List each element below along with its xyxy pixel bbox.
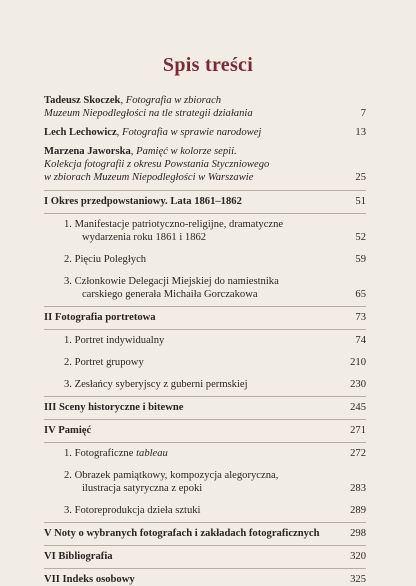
divider [44,442,366,443]
subentry-title-cont: carskiego generała Michaiła Gorczakowa [81,289,258,300]
subentry-title-italic: tableau [136,448,168,459]
subentry-title: 3. Członkowie Delegacji Miejskiej do namiestnika [64,276,279,287]
toc-subentry [44,334,366,347]
toc-subentry [44,356,366,369]
subentry-title-cont: wydarzenia roku 1861 i 1862 [81,232,207,243]
page-number: 245 [350,402,366,413]
toc-section [44,195,366,208]
essay-title: Pamięć w kolorze sepii. [136,146,237,157]
toc-subentry [44,504,366,517]
section-title: III Sceny historyczne i bitewne [44,402,184,413]
essay-title-cont: Kolekcja fotografii z okresu Powstania Styczniowego [44,159,270,170]
divider [44,396,366,397]
toc-subentry [44,275,366,301]
section-title: II Fotografia portretowa [44,312,156,323]
essay-title-cont: w zbiorach Muzeum Niepodległości w Warszawie [44,172,254,183]
divider [44,419,366,420]
divider [44,568,366,569]
page-number: 230 [350,379,366,390]
page-number: 320 [350,551,366,562]
toc-entry [44,126,366,139]
page-number: 325 [350,574,366,585]
toc-section [44,311,366,324]
separator: , [116,127,122,138]
page-number: 59 [355,254,366,265]
page-number: 74 [355,335,366,346]
toc-subentry [44,378,366,391]
page-number: 13 [355,127,366,138]
toc-subentry [44,447,366,460]
subentry-title: 1. Fotograficzne [64,448,137,459]
page-number: 298 [350,528,366,539]
page-number: 289 [350,505,366,516]
section-title: VI Bibliografia [44,551,113,562]
divider [44,306,366,307]
author-name: Tadeusz Skoczek [44,95,121,106]
separator: , [130,146,137,157]
toc-section [44,527,366,540]
toc-subentry [44,469,366,495]
page-number: 271 [350,425,366,436]
page-number: 51 [355,196,366,207]
divider [44,522,366,523]
page-number: 73 [355,312,366,323]
divider [44,190,366,191]
divider [44,545,366,546]
page-title: Spis treści [162,54,254,76]
page-number: 25 [355,172,366,183]
section-title: IV Pamięć [44,425,92,436]
toc-section [44,401,366,414]
section-title: I Okres przedpowstaniowy. Lata 1861–1862 [44,196,242,207]
divider [44,213,366,214]
subentry-title: 1. Portret indywidualny [64,335,165,346]
subentry-title: 3. Fotoreprodukcja dzieła sztuki [64,505,201,516]
subentry-title-cont: ilustracja satyryczna z epoki [81,483,203,494]
toc-entry [44,94,366,120]
essay-title: Fotografia w sprawie narodowej [121,127,262,138]
subentry-title: 2. Portret grupowy [64,357,144,368]
page-number: 272 [350,448,366,459]
section-title: VII Indeks osobowy [44,574,135,585]
toc-subentry [44,253,366,266]
page-number: 65 [355,289,366,300]
toc-entry [44,145,366,184]
page-number: 283 [350,483,366,494]
toc-section [44,573,366,586]
page-number: 7 [360,108,366,119]
author-name: Lech Lechowicz [44,127,117,138]
page-number: 52 [355,232,366,243]
separator: , [120,95,126,106]
section-title: V Noty o wybranych fotografach i zakładach fotograficznych [44,528,320,539]
toc-section [44,550,366,563]
subentry-title: 2. Obrazek pamiątkowy, kompozycja alegoryczna, [64,470,279,481]
author-name: Marzena Jaworska [44,146,131,157]
table-of-contents [44,94,366,586]
essay-title-cont: Muzeum Niepodległości na tle strategii działania [44,108,253,119]
subentry-title: 2. Pięciu Poległych [64,254,147,265]
toc-subentry [44,218,366,244]
essay-title: Fotografia w zbiorach [125,95,222,106]
toc-section [44,424,366,437]
divider [44,329,366,330]
page-number: 210 [350,357,366,368]
subentry-title: 3. Zesłańcy syberyjscy z guberni permskiej [64,379,248,390]
subentry-title: 1. Manifestacje patriotyczno-religijne, dramatyczne [64,219,284,230]
